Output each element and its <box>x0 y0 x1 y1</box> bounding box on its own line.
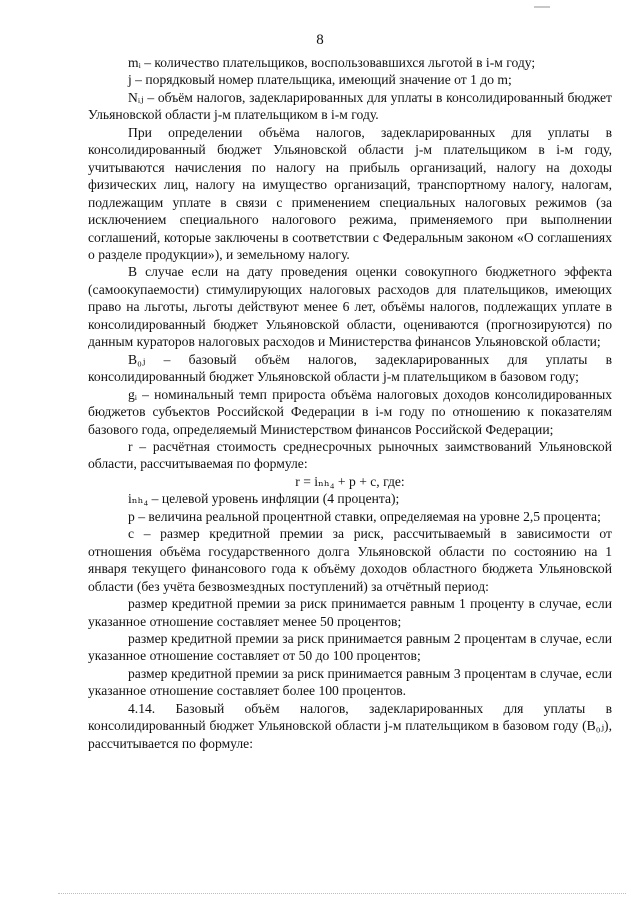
premium-rule-3: размер кредитной премии за риск принимается равным 3 процентам в случае, если указанное отношение составляет более 100 процентов. <box>88 665 612 699</box>
premium-rule-2: размер кредитной премии за риск принимается равным 2 процентам в случае, если указанное отношение составляет от 50 до 100 процентов; <box>88 630 612 664</box>
document-body <box>88 54 612 752</box>
paragraph-forecast: В случае если на дату проведения оценки совокупного бюджетного эффекта (самоокупаемости) стимулирующих налоговых расходов для плательщиков, имеющих право на льготы, льготы действуют менее 6 лет, объёмы налогов, подлежащих уплате в консолидированный бюджет Ульяновской области, оцениваются (прогнозируются) по данным кураторов налоговых расходов и Министерства финансов Ульяновской области; <box>88 264 612 350</box>
definition-i-inf: iₙₕ₄ – целевой уровень инфляции (4 процента); <box>128 491 400 507</box>
scan-artifact-bottom <box>58 893 626 895</box>
definition-c: c – размер кредитной премии за риск, рассчитываемый в зависимости от отношения объёма государственного долга Ульяновской области по состоянию на 1 января текущего финансового года к объёму доходов областного бюджета Ульяновской области (без учёта безвозмездных поступлений) за отчётный период: <box>88 526 612 594</box>
paragraph-tax-list: При определении объёма налогов, задекларированных для уплаты в консолидированный бюджет Ульяновской области j-м плательщиком в i-м году, учитываются начисления по налогу на прибыль организаций, налогу на доходы физических лиц, налогу на имущество организаций, транспортному налогу, налогам, подлежащим уплате в связи с применением специальных налоговых режимов (за исключением специального налогового режима, применяемого при выполнении соглашений, которые заключены в соответствии с Федеральным законом «О соглашениях о разделе продукции»), и земельному налогу. <box>88 124 612 262</box>
definition-p: p – величина реальной процентной ставки, определяемая на уровне 2,5 процента; <box>128 508 601 524</box>
definition-n: Nᵢⱼ – объём налогов, задекларированных для уплаты в консолидированный бюджет Ульяновской области j-м плательщиком в i-м году. <box>88 89 612 123</box>
definition-j: j – порядковый номер плательщика, имеющий значение от 1 до m; <box>128 72 512 88</box>
definition-r: r – расчётная стоимость среднесрочных рыночных заимствований Ульяновской области, рассчитываемая по формуле: <box>88 438 612 472</box>
definition-b0: B₀ⱼ – базовый объём налогов, задекларированных для уплаты в консолидированный бюджет Ульяновской области j-м плательщиком в базовом году; <box>88 351 612 385</box>
section-4-14: 4.14. Базовый объём налогов, задекларированных для уплаты в консолидированный бюджет Ульяновской области j-м плательщиком в базовом году (B₀ⱼ), рассчитывается по формуле: <box>88 700 612 751</box>
definition-m: mᵢ – количество плательщиков, воспользовавшихся льготой в i-м году; <box>128 55 536 70</box>
scan-artifact-top <box>534 6 550 8</box>
definition-g: gᵢ – номинальный темп прироста объёма налоговых доходов консолидированных бюджетов субъектов Российской Федерации в i-м году по отношению к показателям базового года, определяемый Министерством финансов Российской Федерации; <box>88 386 612 437</box>
premium-rule-1: размер кредитной премии за риск принимается равным 1 проценту в случае, если указанное отношение составляет менее 50 процентов; <box>88 596 612 629</box>
page-number: 8 <box>316 32 324 48</box>
formula-r: r = iₙₕ₄ + p + c, где: <box>295 473 405 489</box>
